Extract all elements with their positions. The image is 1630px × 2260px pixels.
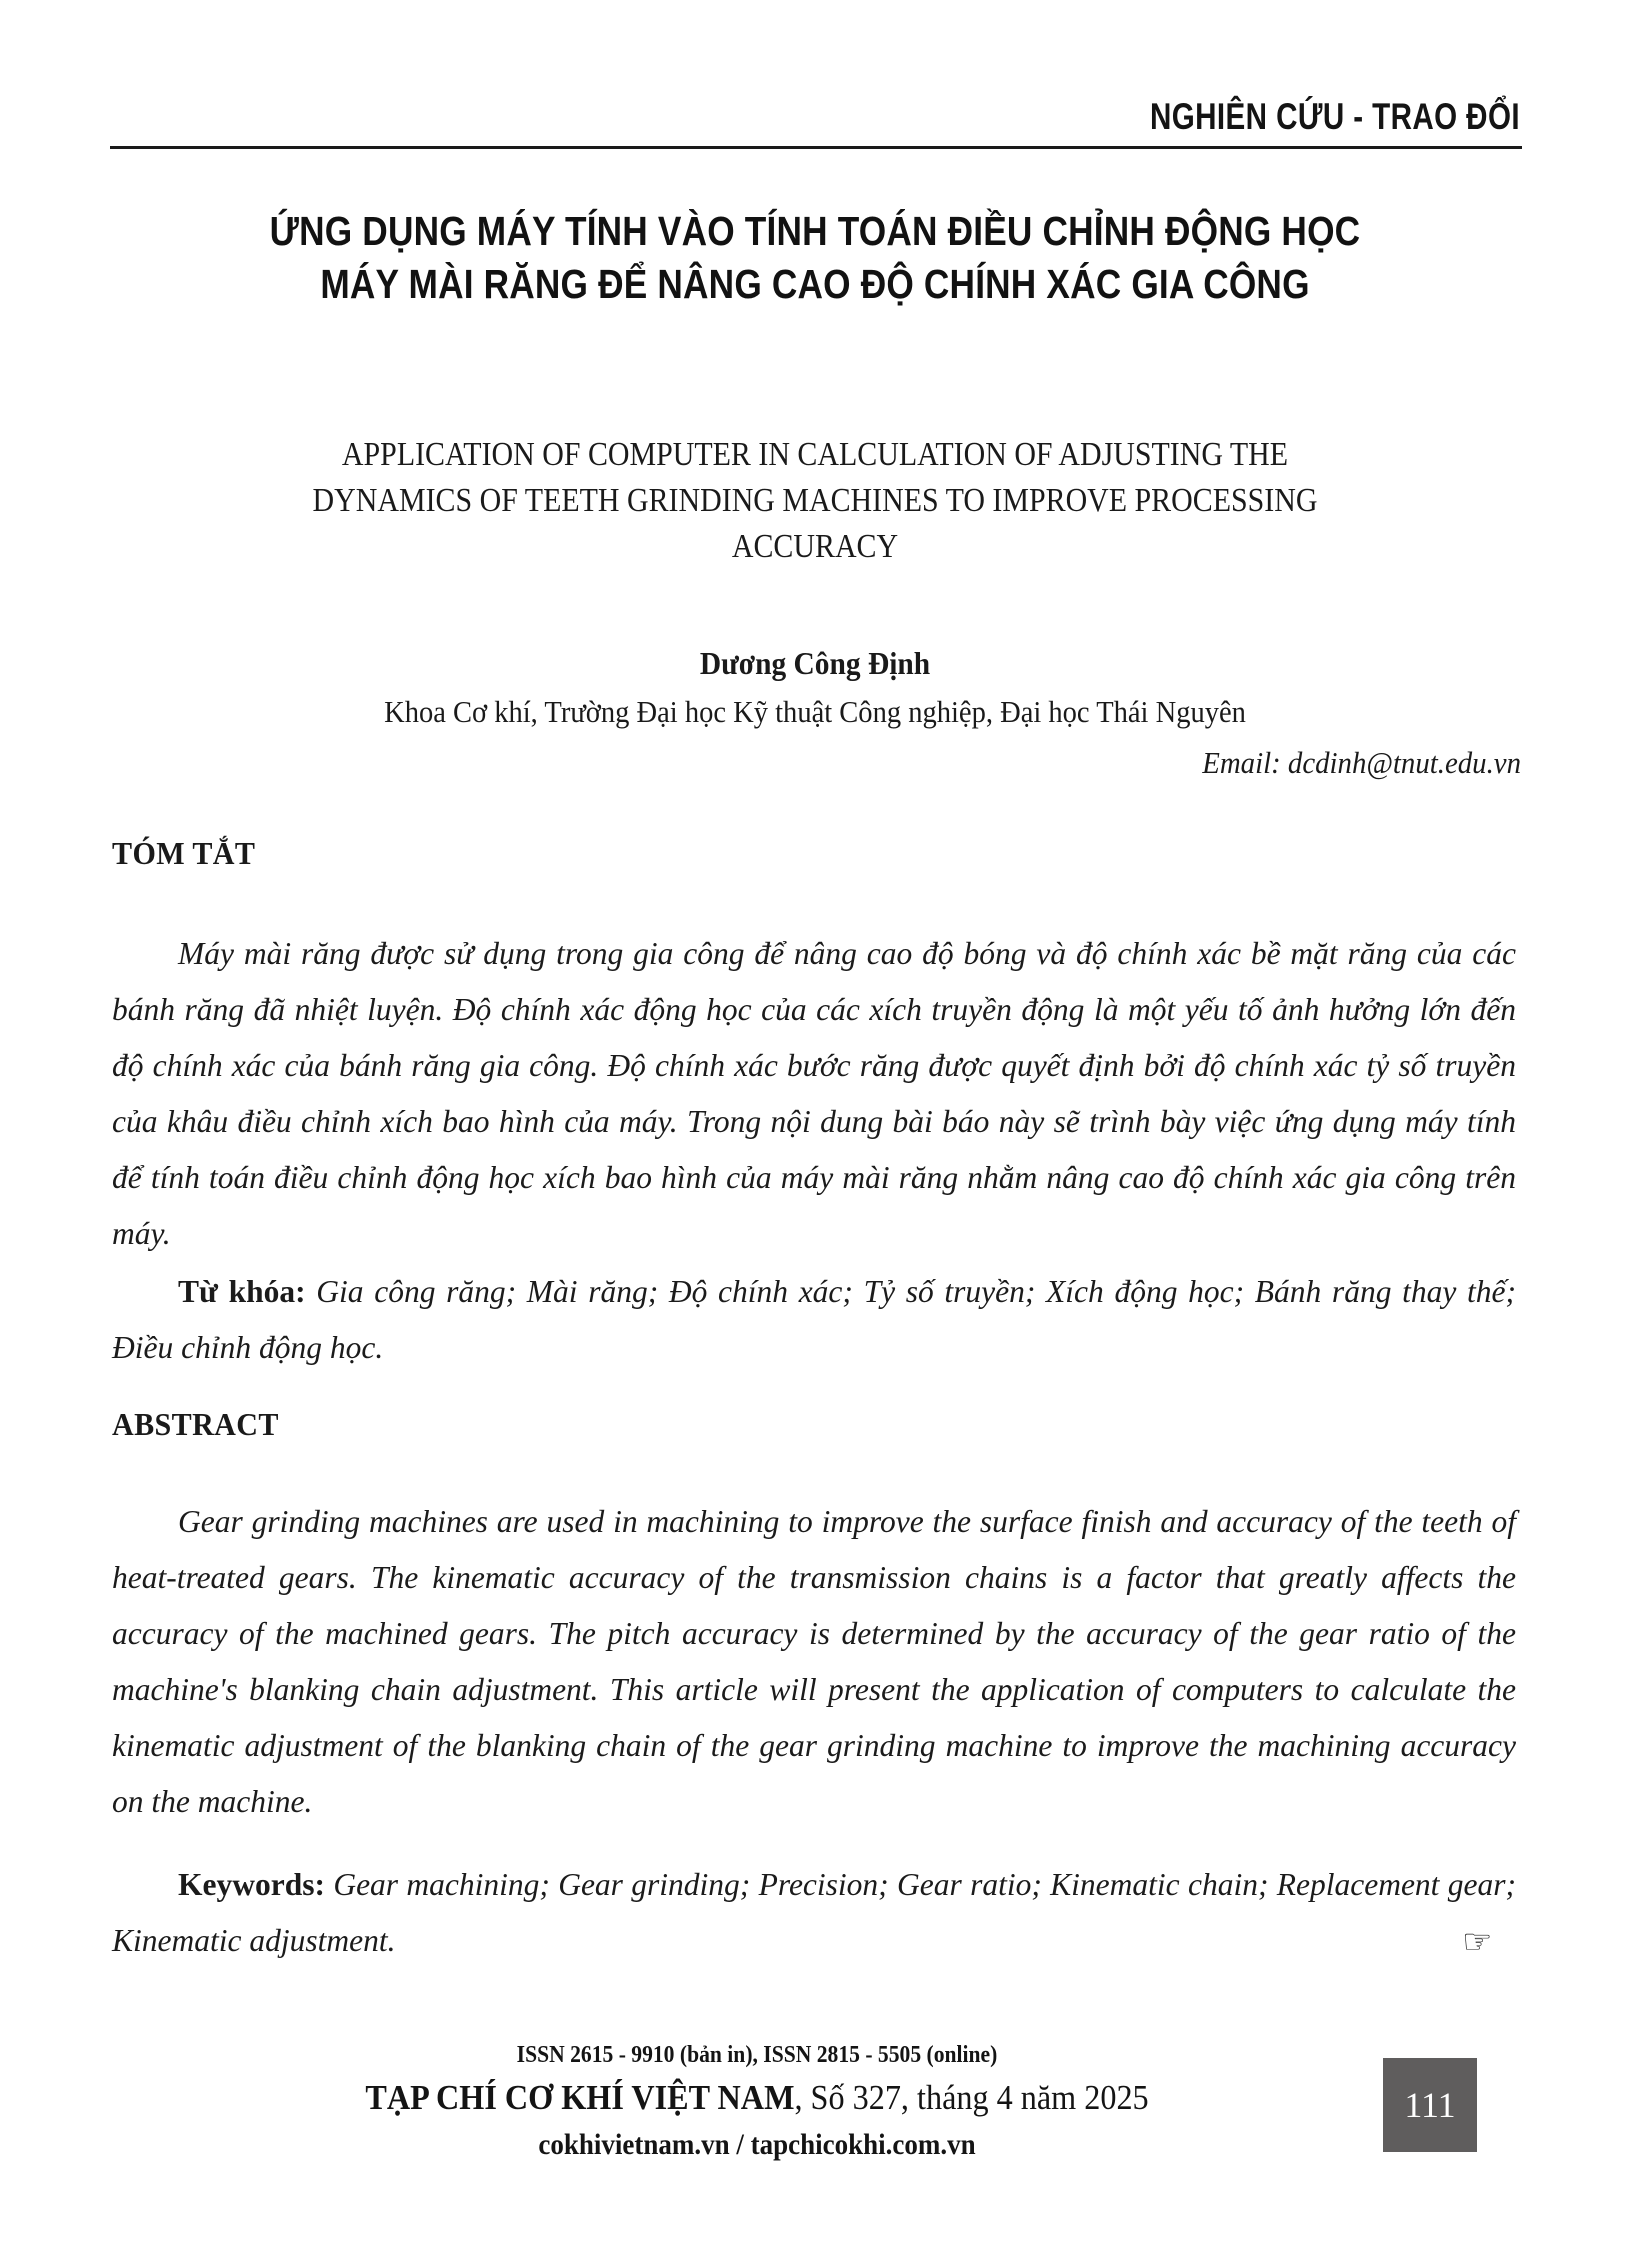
keywords-vietnamese-text: Gia công răng; Mài răng; Độ chính xác; Tỷ số truyền; Xích động học; Bánh răng thay thế; Điều chỉnh động học. [112, 1274, 1516, 1365]
page-title-vietnamese-line-2: MÁY MÀI RĂNG ĐỂ NÂNG CAO ĐỘ CHÍNH XÁC GIA CÔNG [320, 261, 1310, 308]
keywords-vietnamese [112, 1264, 1516, 1376]
abstract-english-body [112, 1494, 1516, 1830]
author-email: Email: dcdinh@tnut.edu.vn [1202, 745, 1521, 780]
page-title-english-line-3: ACCURACY [731, 528, 899, 565]
section-heading-tom-tat: TÓM TẮT [112, 835, 256, 871]
footer-issue: , Số 327, tháng 4 năm 2025 [794, 2078, 1149, 2117]
footer-website: cokhivietnam.vn / tapchicokhi.com.vn [538, 2128, 976, 2161]
page-title-english [115, 432, 1515, 570]
page-title-english-line-2: DYNAMICS OF TEETH GRINDING MACHINES TO IMPROVE PROCESSING [312, 482, 1318, 519]
author-name: Dương Công Định [699, 645, 931, 681]
running-head: NGHIÊN CỨU - TRAO ĐỔI [1149, 96, 1520, 137]
page-title-vietnamese-line-1: ỨNG DỤNG MÁY TÍNH VÀO TÍNH TOÁN ĐIỀU CHỈNH ĐỘNG HỌC [269, 208, 1361, 255]
keywords-english-text: Gear machining; Gear grinding; Precision; Gear ratio; Kinematic chain; Replacement gear; Kinematic adjustment. [112, 1867, 1516, 1958]
footer-journal-name: TẠP CHÍ CƠ KHÍ VIỆT NAM [365, 2078, 795, 2117]
pointing-hand-icon: ☞ [1462, 1922, 1493, 1962]
author-affiliation: Khoa Cơ khí, Trường Đại học Kỹ thuật Công nghiệp, Đại học Thái Nguyên [384, 694, 1246, 729]
keywords-english-label: Keywords: [178, 1867, 325, 1902]
page-title-english-line-1: APPLICATION OF COMPUTER IN CALCULATION OF ADJUSTING THE [341, 436, 1289, 473]
page-title-vietnamese [115, 205, 1515, 311]
abstract-english-text: Gear grinding machines are used in machining to improve the surface finish and accuracy of the teeth of heat-treated gears. The kinematic accuracy of the transmission chains is a factor that greatly affects the accuracy of the machined gears. The pitch accuracy is determined by the accuracy of the gear ratio of the machine's blanking chain adjustment. This article will present the application of computers to calculate the kinematic adjustment of the blanking chain of the gear grinding machine to improve the machining accuracy on the machine. [112, 1504, 1516, 1819]
abstract-vietnamese-body [112, 926, 1516, 1262]
header-divider-rule [110, 146, 1522, 149]
footer-issn: ISSN 2615 - 9910 (bản in), ISSN 2815 - 5505 (online) [516, 2042, 998, 2068]
page-number-badge: 111 [1383, 2058, 1477, 2152]
keywords-english [112, 1857, 1516, 1969]
footer-journal-line [164, 2072, 1351, 2124]
abstract-vietnamese-text: Máy mài răng được sử dụng trong gia công để nâng cao độ bóng và độ chính xác bề mặt răng của các bánh răng đã nhiệt luyện. Độ chính xác động học của các xích truyền động là một yếu tố ảnh hưởng lớn đến độ chính xác của bánh răng gia công. Độ chính xác bước răng được quyết định bởi độ chính xác tỷ số truyền của khâu điều chỉnh xích bao hình của máy. Trong nội dung bài báo này sẽ trình bày việc ứng dụng máy tính để tính toán điều chỉnh động học xích bao hình của máy mài răng nhằm nâng cao độ chính xác gia công trên máy. [112, 936, 1516, 1251]
page-footer [112, 2038, 1402, 2166]
keywords-vietnamese-label: Từ khóa: [178, 1274, 306, 1309]
section-heading-abstract: ABSTRACT [112, 1406, 279, 1442]
